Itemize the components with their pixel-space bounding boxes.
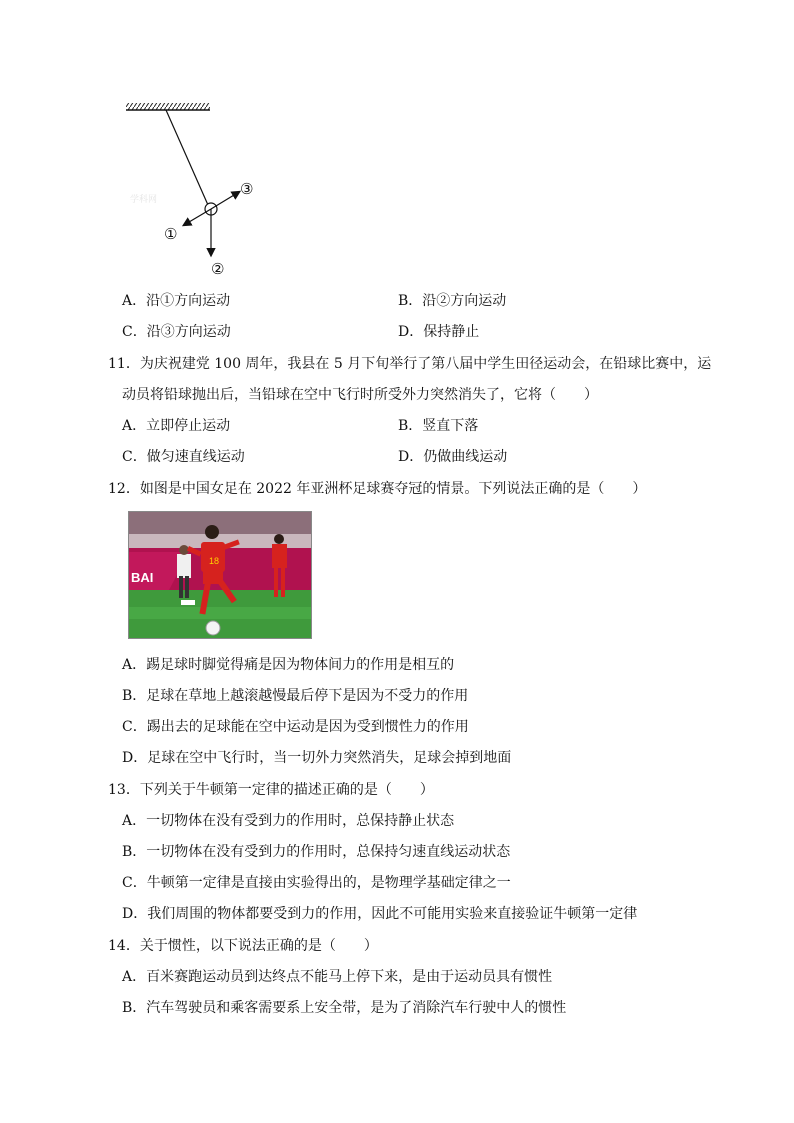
q12-option-a: A．踢足球时脚觉得痛是因为物体间力的作用是相互的 [122, 657, 455, 673]
label-direction-2: ② [211, 260, 225, 278]
q14-option-a: A．百米赛跑运动员到达终点不能马上停下来，是由于运动员具有惯性 [122, 969, 553, 985]
pendulum-string [166, 110, 208, 205]
pendulum-diagram [110, 95, 280, 285]
q13-option-a: A．一切物体在没有受到力的作用时，总保持静止状态 [122, 813, 455, 829]
ceiling-hatch [126, 103, 210, 110]
q10-option-b: B．沿②方向运动 [398, 293, 507, 309]
photo-grass-band [129, 607, 311, 619]
q13-option-c: C．牛顿第一定律是直接由实验得出的，是物理学基础定律之一 [122, 875, 511, 891]
q11-stem-line1: 11．为庆祝建党 100 周年，我县在 5 月下旬举行了第八届中学生田径运动会，在铅球比赛中，运 [108, 356, 712, 372]
q13-option-d: D．我们周围的物体都要受到力的作用，因此不可能用实验来直接验证牛顿第一定律 [122, 906, 638, 922]
label-direction-1: ① [164, 225, 178, 243]
q14-stem: 14．关于惯性，以下说法正确的是（ ） [108, 938, 378, 954]
q10-option-c: C．沿③方向运动 [122, 324, 231, 340]
q10-option-a: A．沿①方向运动 [122, 293, 231, 309]
q11-stem-line2: 动员将铅球抛出后，当铅球在空中飞行时所受外力突然消失了，它将（ ） [122, 387, 598, 403]
q12-option-b: B．足球在草地上越滚越慢最后停下是因为不受力的作用 [122, 688, 469, 704]
q11-option-a: A．立即停止运动 [122, 418, 231, 434]
q10-option-d: D．保持静止 [398, 324, 480, 340]
label-direction-3: ③ [240, 180, 254, 198]
photo-banner-text: BAI [131, 570, 154, 585]
photo-stands-dark [129, 512, 311, 534]
q11-option-c: C．做匀速直线运动 [122, 449, 245, 465]
q12-option-d: D．足球在空中飞行时，当一切外力突然消失，足球会掉到地面 [122, 750, 512, 766]
q13-stem: 13．下列关于牛顿第一定律的描述正确的是（ ） [108, 782, 434, 798]
q13-option-b: B．一切物体在没有受到力的作用时，总保持匀速直线运动状态 [122, 844, 511, 860]
q12-stem: 12．如图是中国女足在 2022 年亚洲杯足球赛夺冠的情景。下列说法正确的是（ ） [108, 481, 647, 497]
q14-option-b: B．汽车驾驶员和乘客需要系上安全带，是为了消除汽车行驶中人的惯性 [122, 1000, 567, 1016]
arrow-direction-3 [211, 192, 239, 209]
photo-jersey-number: 18 [209, 556, 220, 566]
q11-option-d: D．仍做曲线运动 [398, 449, 508, 465]
arrow-direction-1 [184, 209, 211, 225]
q12-option-c: C．踢出去的足球能在空中运动是因为受到惯性力的作用 [122, 719, 469, 735]
diagram-watermark: 学科网 [130, 194, 158, 204]
soccer-photo [128, 511, 312, 639]
photo-ball [206, 621, 220, 635]
q11-option-b: B．竖直下落 [398, 418, 479, 434]
